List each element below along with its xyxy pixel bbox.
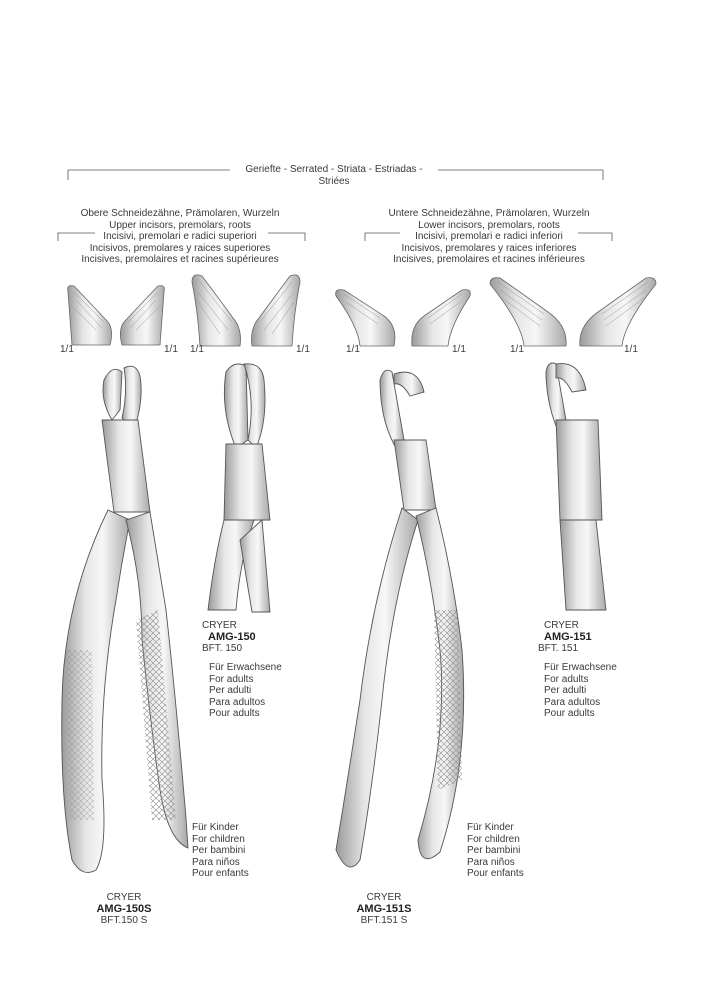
beak-detail-amg151s-left xyxy=(336,290,395,346)
usage-line: Pour enfants xyxy=(467,868,524,879)
lower-line-es: Incisivos, premolares y raices inferiores xyxy=(401,242,577,254)
scale-label: 1/1 xyxy=(510,344,524,355)
usage-line: Für Erwachsene xyxy=(544,662,617,673)
lower-line-fr: Incisives, premolaires et racines inférieures xyxy=(393,254,585,265)
upper-line-en: Upper incisors, premolars, roots xyxy=(109,219,251,231)
lower-line-de: Untere Schneidezähne, Prämolaren, Wurzeln xyxy=(388,208,590,219)
amg151-bft: BFT. 151 xyxy=(538,643,579,654)
amg150s-label xyxy=(84,892,164,927)
usage-line: Para niños xyxy=(192,856,240,868)
beak-detail-amg151-right xyxy=(580,278,656,346)
forceps-amg150s xyxy=(62,366,188,872)
usage-line: Per adulti xyxy=(544,685,587,696)
amg150-usage xyxy=(209,662,282,720)
usage-line: Para niños xyxy=(467,856,515,868)
usage-line: Per adulti xyxy=(209,685,252,696)
usage-line: Für Erwachsene xyxy=(209,662,282,673)
scale-label: 1/1 xyxy=(164,344,178,355)
forceps-amg150-head xyxy=(208,364,270,612)
usage-line: Pour enfants xyxy=(192,868,249,879)
scale-label: 1/1 xyxy=(624,344,638,355)
lower-line-it: Incisivi, premolari e radici inferiori xyxy=(412,231,566,243)
upper-description xyxy=(40,208,320,266)
beak-detail-amg150-left xyxy=(192,275,241,346)
amg150-brand: CRYER xyxy=(202,620,237,631)
usage-line: For adults xyxy=(544,673,589,685)
amg151-code: AMG-151 xyxy=(544,630,592,643)
amg150s-brand: CRYER xyxy=(106,892,142,903)
lower-description xyxy=(348,208,630,266)
amg150s-usage xyxy=(192,822,249,880)
beak-detail-amg151-left xyxy=(490,278,566,346)
usage-line: Per bambini xyxy=(192,845,246,856)
upper-line-de: Obere Schneidezähne, Prämolaren, Wurzeln xyxy=(80,208,280,219)
forceps-amg151-head xyxy=(546,363,606,610)
beak-detail-amg150s-right xyxy=(120,286,164,345)
amg151-brand: CRYER xyxy=(544,620,579,631)
usage-line: For children xyxy=(192,833,245,845)
usage-line: Para adultos xyxy=(544,696,601,708)
amg150-code: AMG-150 xyxy=(208,630,256,643)
amg150s-bft: BFT.150 S xyxy=(100,915,148,926)
amg150-label xyxy=(202,620,256,655)
usage-line: Pour adults xyxy=(544,708,595,719)
usage-line: Para adultos xyxy=(209,696,266,708)
amg151-usage xyxy=(544,662,617,720)
amg150-bft: BFT. 150 xyxy=(202,643,243,654)
beak-detail-amg150s-left xyxy=(68,286,112,345)
amg151s-label xyxy=(344,892,424,927)
scale-label: 1/1 xyxy=(296,344,310,355)
usage-line: Pour adults xyxy=(209,708,260,719)
usage-line: Per bambini xyxy=(467,845,521,856)
forceps-amg151s xyxy=(336,370,464,867)
lower-line-en: Lower incisors, premolars, roots xyxy=(418,219,560,231)
scale-label: 1/1 xyxy=(452,344,466,355)
usage-line: For adults xyxy=(209,673,254,685)
amg151s-brand: CRYER xyxy=(366,892,402,903)
serrated-label: Geriefte - Serrated - Striata - Estriadas - Striées xyxy=(230,164,438,187)
amg151s-code: AMG-151S xyxy=(356,902,412,915)
upper-line-fr: Incisives, premolaires et racines supérieures xyxy=(81,254,279,265)
amg151s-usage xyxy=(467,822,524,880)
beak-detail-amg150-right xyxy=(252,275,301,346)
scale-label: 1/1 xyxy=(346,344,360,355)
amg150s-code: AMG-150S xyxy=(96,902,152,915)
scale-label: 1/1 xyxy=(60,344,74,355)
amg151-label xyxy=(538,620,592,655)
upper-line-es: Incisivos, premolares y raices superiores xyxy=(89,242,271,254)
usage-line: For children xyxy=(467,833,520,845)
amg151s-bft: BFT.151 S xyxy=(360,915,408,926)
beak-detail-amg151s-right xyxy=(412,290,471,346)
usage-line: Für Kinder xyxy=(467,822,514,833)
usage-line: Für Kinder xyxy=(192,822,239,833)
scale-label: 1/1 xyxy=(190,344,204,355)
upper-line-it: Incisivi, premolari e radici superiori xyxy=(100,231,259,243)
